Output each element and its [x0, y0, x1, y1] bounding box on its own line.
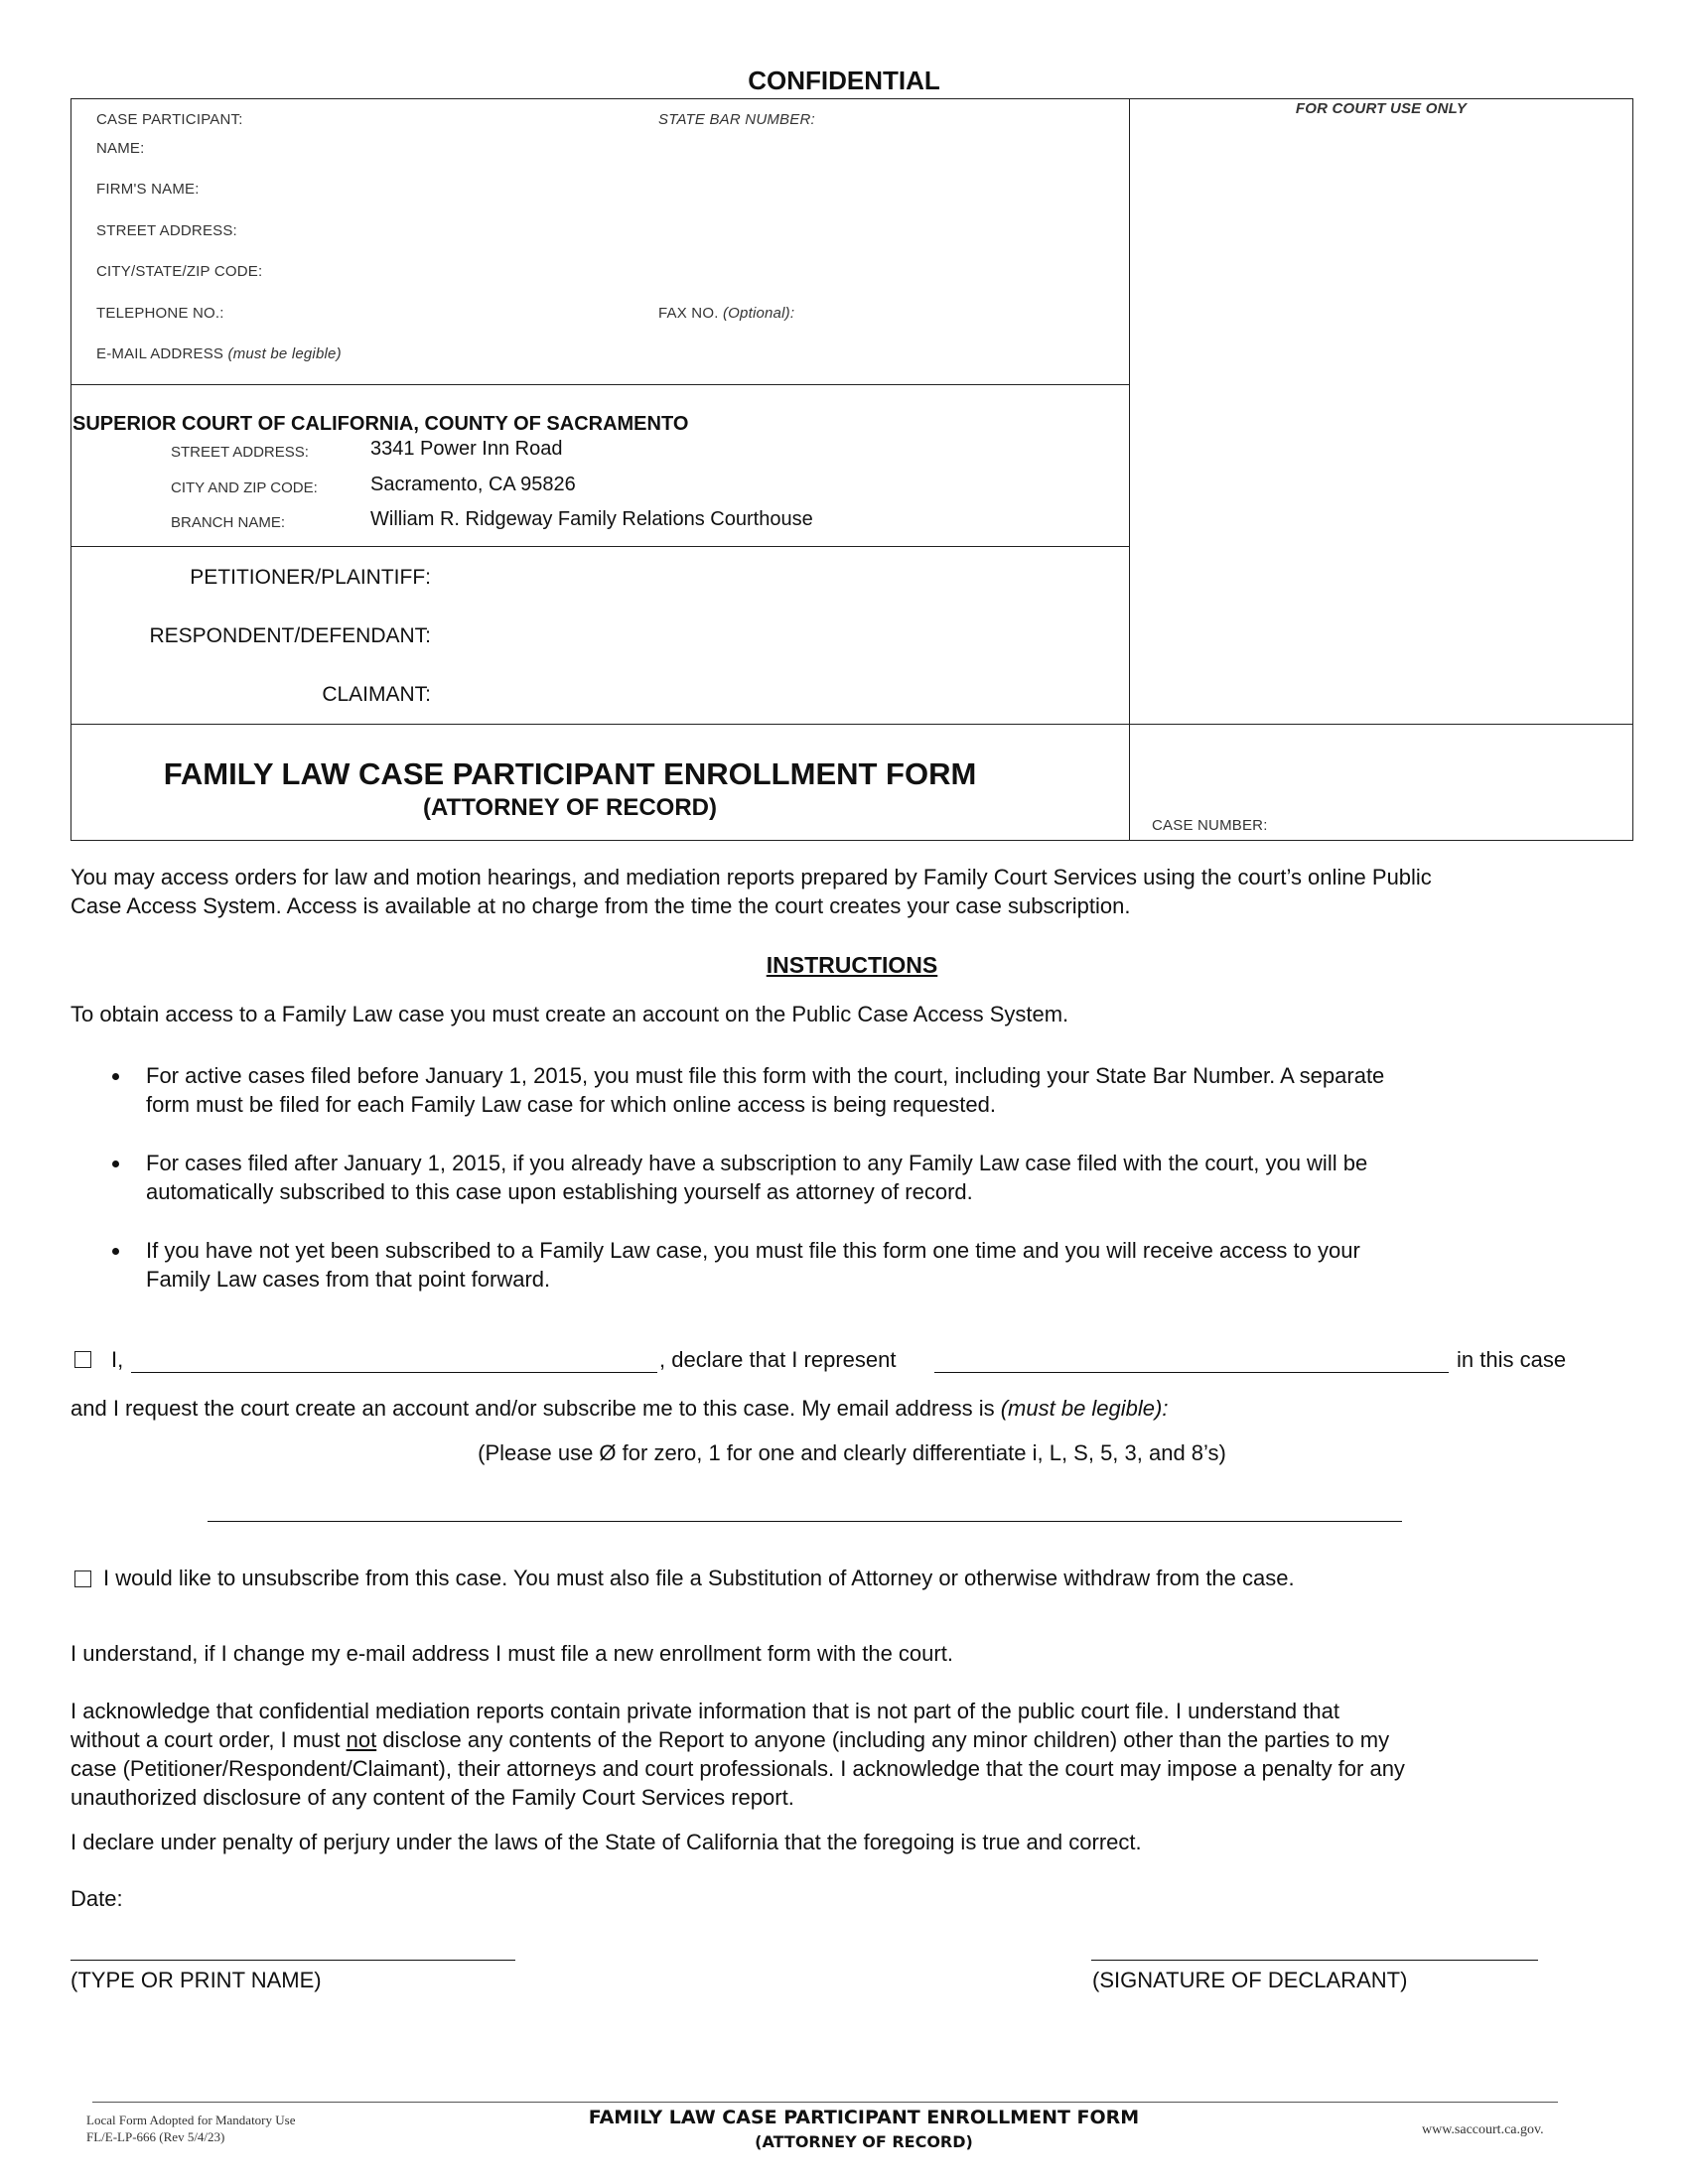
court-title: SUPERIOR COURT OF CALIFORNIA, COUNTY OF SACRAMENTO [72, 413, 689, 435]
court-city-label: CITY AND ZIP CODE: [171, 479, 318, 496]
name-label: NAME: [96, 140, 145, 157]
understand-text: I understand, if I change my e-mail address I must file a new enrollment form with the court. [70, 1641, 953, 1666]
signature-field[interactable] [1091, 1960, 1538, 1961]
footer-form-title: FAMILY LAW CASE PARTICIPANT ENROLLMENT FORM [588, 2107, 1140, 2128]
intro-paragraph: You may access orders for law and motion hearings, and mediation reports prepared by Family Court Services using the court’s online Public Case Access System. Access is available at no charge from the time the court creates your case subscription. [70, 865, 1432, 918]
perjury-text: I declare under penalty of perjury under the laws of the State of California that the foregoing is true and correct. [70, 1830, 1142, 1854]
instructions-lead: To obtain access to a Family Law case you must create an account on the Public Case Access System. [70, 1002, 1069, 1026]
print-name-label: (TYPE OR PRINT NAME) [70, 1968, 322, 1992]
instruction-item: If you have not yet been subscribed to a Family Law case, you must file this form one time and you will receive access to your Family Law cases from that point forward. [146, 1238, 1360, 1292]
form-title: FAMILY LAW CASE PARTICIPANT ENROLLMENT FORM [163, 756, 977, 791]
city-state-zip-label: CITY/STATE/ZIP CODE: [96, 263, 263, 280]
instruction-item: For active cases filed before January 1, 2015, you must file this form with the court, including your State Bar Number. A separate form must be filed for each Family Law case for which online access is being requested. [146, 1063, 1385, 1117]
court-street-label: STREET ADDRESS: [171, 444, 309, 461]
represent-checkbox[interactable] [74, 1351, 91, 1368]
divider-participant-court [70, 384, 1129, 385]
telephone-label: TELEPHONE NO.: [96, 305, 224, 322]
acknowledge-paragraph: I acknowledge that confidential mediation reports contain private information that is not part of the public court file. I understand that without a court order, I must not disclose any contents of the Report to anyone (including any minor children) other than the parties to my case (Petitioner/Respondent/Claimant), their attorneys and court professionals. I acknowledge that the court may impose a penalty for any unauthorized disclosure of any content of the Family Court Services report. [70, 1699, 1405, 1810]
divider-court-parties [70, 546, 1129, 547]
street-address-label: STREET ADDRESS: [96, 222, 237, 239]
caption-vertical-divider [1129, 98, 1130, 841]
case-participant-label: CASE PARTICIPANT: [96, 111, 243, 128]
footer-website[interactable]: www.saccourt.ca.gov. [1422, 2122, 1544, 2137]
signature-label: (SIGNATURE OF DECLARANT) [1092, 1968, 1408, 1992]
form-subtitle: (ATTORNEY OF RECORD) [422, 794, 717, 821]
declarant-name-field[interactable] [131, 1372, 657, 1373]
petitioner-label: PETITIONER/PLAINTIFF: [190, 566, 431, 589]
declaration-i: I, [111, 1347, 124, 1372]
divider-title-row [70, 724, 1633, 725]
footer-adopted: Local Form Adopted for Mandatory Use [86, 2113, 296, 2127]
fax-label: FAX NO. (Optional): [658, 305, 795, 322]
firm-name-label: FIRM'S NAME: [96, 181, 200, 198]
instructions-heading: INSTRUCTIONS [766, 952, 938, 978]
case-number-label: CASE NUMBER: [1152, 817, 1268, 834]
state-bar-number-label: STATE BAR NUMBER: [658, 111, 815, 128]
print-name-field[interactable] [70, 1960, 515, 1961]
footer-form-subtitle: (ATTORNEY OF RECORD) [755, 2132, 973, 2151]
bullet-icon [112, 1248, 119, 1255]
date-label: Date: [70, 1886, 123, 1911]
instruction-item: For cases filed after January 1, 2015, if you already have a subscription to any Family Law case filed with the court, you will be automatically subscribed to this case upon establishing yourself as attorney of record. [146, 1151, 1368, 1204]
declaration-request: and I request the court create an account and/or subscribe me to this case. My email address is (must be legible): [70, 1396, 1169, 1421]
unsubscribe-checkbox[interactable] [74, 1570, 91, 1587]
court-street-value: 3341 Power Inn Road [370, 438, 563, 460]
email-address-field[interactable] [208, 1521, 1402, 1522]
declaration-in-case: in this case [1457, 1347, 1567, 1372]
email-label: E-MAIL ADDRESS (must be legible) [96, 345, 342, 362]
court-city-value: Sacramento, CA 95826 [370, 474, 576, 495]
email-instructions: (Please use Ø for zero, 1 for one and clearly differentiate i, L, S, 5, 3, and 8’s) [478, 1440, 1226, 1465]
caption-box [70, 98, 1633, 841]
court-branch-value: William R. Ridgeway Family Relations Courthouse [370, 508, 813, 530]
bullet-icon [112, 1073, 119, 1080]
declaration-represent: , declare that I represent [659, 1347, 897, 1372]
unsubscribe-text: I would like to unsubscribe from this case. You must also file a Substitution of Attorney or otherwise withdraw from the case. [103, 1566, 1295, 1590]
represented-party-field[interactable] [934, 1372, 1449, 1373]
respondent-label: RESPONDENT/DEFENDANT: [149, 624, 431, 647]
court-branch-label: BRANCH NAME: [171, 514, 286, 531]
footer-rule [92, 2102, 1558, 2103]
bullet-icon [112, 1160, 119, 1167]
confidential-heading: CONFIDENTIAL [748, 66, 940, 95]
footer-form-number: FL/E-LP-666 (Rev 5/4/23) [86, 2129, 225, 2144]
claimant-label: CLAIMANT: [322, 683, 431, 706]
court-use-label: FOR COURT USE ONLY [1295, 100, 1468, 117]
